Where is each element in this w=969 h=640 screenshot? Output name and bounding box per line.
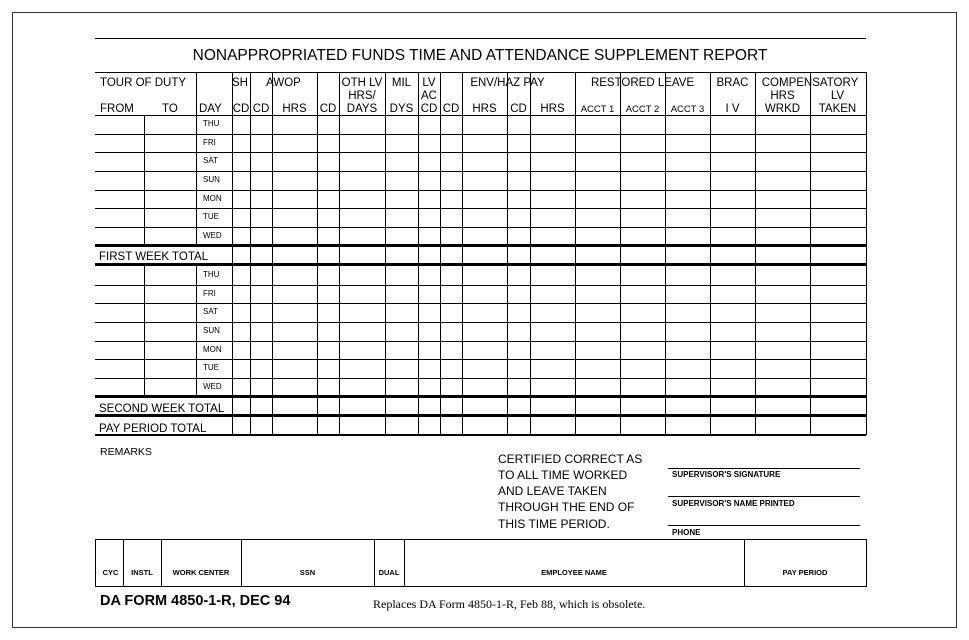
ac-header: AC [421, 90, 437, 102]
day-label-week2: SUN [203, 326, 220, 335]
form-title: NONAPPROPRIATED FUNDS TIME AND ATTENDANCE SUPPLEMENT REPORT [192, 47, 768, 64]
column-line [710, 72, 711, 435]
row-line [95, 322, 866, 323]
acct2-header: ACCT 2 [625, 104, 660, 115]
certification-line-2: TO ALL TIME WORKED [498, 468, 628, 482]
row-line [95, 341, 866, 342]
footer-column-line [123, 539, 124, 587]
footer-column-line [241, 539, 242, 587]
column-line [250, 72, 251, 435]
column-line [385, 72, 386, 435]
top-rule [95, 38, 866, 39]
mil-dys-header: DYS [389, 103, 414, 115]
env-cd1-header: CD [442, 103, 460, 115]
awop-cd-header: CD [252, 103, 270, 115]
column-line [665, 72, 666, 435]
column-line [530, 72, 531, 435]
column-line [462, 72, 463, 435]
day-label-week2: WED [203, 382, 222, 391]
first-week-top-thick [95, 244, 866, 247]
awop-hrs-header: HRS [282, 103, 307, 115]
row-line [95, 227, 866, 228]
column-line [507, 72, 508, 435]
first-week-total-label: FIRST WEEK TOTAL [99, 251, 209, 263]
footer-column-line [161, 539, 162, 587]
brac-header: BRAC [716, 77, 749, 89]
day-label-week1: THU [203, 119, 220, 128]
dual-label: DUAL [378, 568, 400, 577]
employee-name-label: EMPLOYEE NAME [541, 568, 607, 577]
oth-cd-header: CD [319, 103, 337, 115]
day-label-week1: WED [203, 231, 222, 240]
oth-lv-header: OTH LV [341, 77, 383, 89]
phone-line [668, 525, 860, 526]
signature-line [668, 468, 860, 469]
env-haz-pay-header: ENV/HAZ PAY [470, 77, 545, 89]
footer-column-line [404, 539, 405, 587]
supervisor-name-label: SUPERVISOR'S NAME PRINTED [672, 499, 795, 508]
row-line [95, 134, 866, 135]
lv-cd-header: CD [420, 103, 438, 115]
certification-line-4: THROUGH THE END OF [498, 500, 635, 514]
ssn-label: SSN [299, 568, 316, 577]
env-hrs2-header: HRS [540, 103, 565, 115]
column-line [418, 72, 419, 435]
lv-header: LV [422, 77, 436, 89]
day-label-week1: SUN [203, 175, 220, 184]
day-header: DAY [199, 103, 222, 115]
first-week-bottom-thick [95, 263, 866, 266]
comp-wrkd-header: WRKD [764, 103, 801, 115]
day-label-week2: MON [203, 345, 222, 354]
comp-lv-header: LV [830, 90, 845, 102]
second-week-total-label: SECOND WEEK TOTAL [99, 403, 225, 415]
env-cd2-header: CD [510, 103, 527, 115]
acct3-header: ACCT 3 [670, 104, 705, 115]
footer-column-line [744, 539, 745, 587]
column-line [339, 72, 340, 435]
column-line [440, 72, 441, 435]
column-line [144, 115, 145, 245]
column-line [196, 115, 197, 245]
column-line [232, 72, 233, 435]
row-line [95, 303, 866, 304]
column-line [575, 72, 576, 435]
supervisor-signature-label: SUPERVISOR'S SIGNATURE [672, 470, 781, 479]
day-label-week2: TUE [203, 363, 219, 372]
column-line [620, 72, 621, 435]
work-center-label: WORK CENTER [172, 568, 230, 577]
day-label-week2: THU [203, 270, 220, 279]
env-hrs1-header: HRS [472, 103, 497, 115]
row-line [95, 152, 866, 153]
remarks-label: REMARKS [100, 446, 152, 458]
column-line [272, 72, 273, 435]
day-label-week1: SAT [203, 156, 218, 165]
column-line [144, 266, 145, 396]
compensatory-header: COMPENSATORY [761, 77, 859, 89]
column-line [317, 72, 318, 435]
brac-iv-header: I V [725, 103, 740, 115]
instl-label: INSTL [131, 568, 153, 577]
sh-header: SH [232, 77, 248, 89]
footer-bottom [95, 586, 866, 587]
day-label-week1: FRI [203, 138, 216, 147]
to-header: TO [162, 103, 178, 115]
footer-top [95, 539, 866, 540]
restored-leave-header: RESTORED LEAVE [590, 77, 695, 89]
acct1-header: ACCT 1 [580, 104, 615, 115]
from-header: FROM [100, 103, 134, 115]
pay-period-total-label: PAY PERIOD TOTAL [99, 423, 207, 435]
cyc-label: CYC [102, 568, 119, 577]
sh-cd-header: CD [232, 103, 250, 115]
column-line [866, 72, 867, 435]
row-line [95, 285, 866, 286]
row-line [95, 208, 866, 209]
row-line [95, 171, 866, 172]
column-line [196, 72, 197, 115]
column-line [810, 72, 811, 435]
name-line [668, 496, 860, 497]
awop-header: AWOP [266, 77, 301, 89]
footer-column-line [95, 539, 96, 587]
header-top-line [95, 72, 866, 73]
replaces-note: Replaces DA Form 4850-1-R, Feb 88, which is obsolete. [373, 597, 646, 611]
pay-period-label: PAY PERIOD [782, 568, 828, 577]
certification-line-1: CERTIFIED CORRECT AS [498, 452, 643, 466]
comp-taken-header: TAKEN [818, 103, 857, 115]
column-line [755, 72, 756, 435]
oth-days-header: DAYS [346, 103, 378, 115]
certification-line-5: THIS TIME PERIOD. [498, 517, 610, 531]
phone-label: PHONE [672, 528, 701, 537]
mil-header: MIL [391, 77, 412, 89]
row-line [95, 190, 866, 191]
day-label-week1: TUE [203, 212, 219, 221]
hrs-slash-header: HRS/ [348, 90, 376, 102]
tour-of-duty-header: TOUR OF DUTY [100, 77, 187, 89]
column-line [196, 266, 197, 396]
pay-period-bottine [95, 434, 866, 436]
comp-hrs-header: HRS [770, 90, 795, 102]
form-id: DA FORM 4850-1-R, DEC 94 [100, 593, 291, 609]
day-label-week2: FRI [203, 289, 216, 298]
day-label-week1: MON [203, 194, 222, 203]
footer-column-line [866, 539, 867, 587]
second-week-top-thick [95, 395, 866, 398]
certification-line-3: AND LEAVE TAKEN [498, 484, 607, 498]
row-line [95, 359, 866, 360]
footer-column-line [374, 539, 375, 587]
day-label-week2: SAT [203, 307, 218, 316]
row-line [95, 378, 866, 379]
